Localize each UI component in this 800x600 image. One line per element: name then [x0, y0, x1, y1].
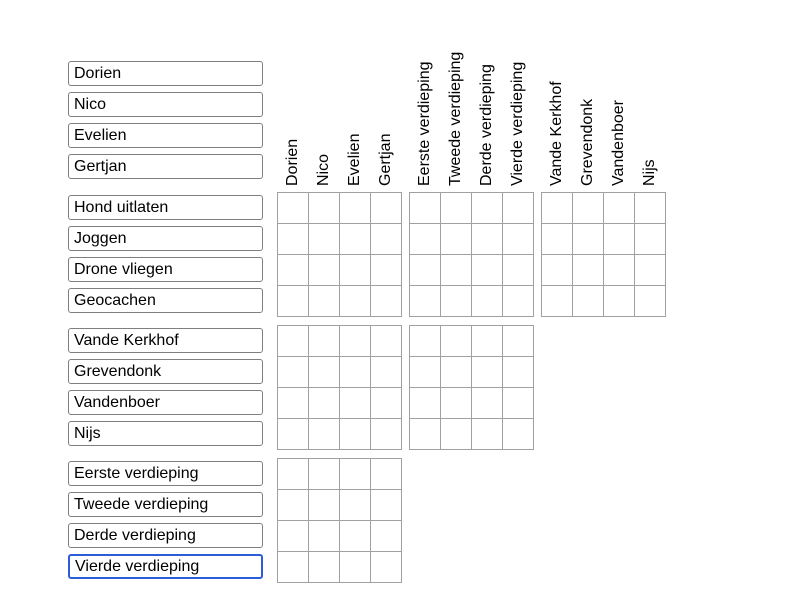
grid-cell[interactable] [371, 490, 402, 521]
grid-cell[interactable] [371, 193, 402, 224]
grid-cell[interactable] [441, 193, 472, 224]
grid-cell[interactable] [503, 357, 534, 388]
grid-cell[interactable] [635, 224, 666, 255]
grid-block-surnames-names [277, 325, 402, 450]
grid-cell[interactable] [371, 419, 402, 450]
grid-cell[interactable] [441, 326, 472, 357]
grid-cell[interactable] [503, 224, 534, 255]
grid-cell[interactable] [340, 255, 371, 286]
grid-cell[interactable] [441, 286, 472, 317]
grid-cell[interactable] [410, 357, 441, 388]
grid-cell[interactable] [309, 326, 340, 357]
grid-cell[interactable] [309, 552, 340, 583]
grid-cell[interactable] [472, 419, 503, 450]
grid-cell[interactable] [410, 388, 441, 419]
column-header-vandenboer: Vandenboer [610, 100, 627, 186]
grid-cell[interactable] [604, 286, 635, 317]
grid-cell[interactable] [635, 255, 666, 286]
grid-cell[interactable] [371, 326, 402, 357]
grid-cell[interactable] [371, 224, 402, 255]
grid-cell[interactable] [278, 459, 309, 490]
grid-cell[interactable] [340, 326, 371, 357]
grid-cell[interactable] [340, 224, 371, 255]
grid-cell[interactable] [371, 357, 402, 388]
row-label-input-gertjan[interactable] [68, 154, 263, 179]
grid-cell[interactable] [309, 255, 340, 286]
grid-cell[interactable] [309, 357, 340, 388]
column-header-eerste-verdieping: Eerste verdieping [416, 61, 433, 186]
row-label-input-drone-vliegen[interactable] [68, 257, 263, 282]
row-label-input-evelien[interactable] [68, 123, 263, 148]
grid-cell[interactable] [503, 255, 534, 286]
grid-cell[interactable] [278, 224, 309, 255]
grid-cell[interactable] [278, 490, 309, 521]
grid-cell[interactable] [371, 388, 402, 419]
row-label-input-grevendonk[interactable] [68, 359, 263, 384]
grid-cell[interactable] [410, 255, 441, 286]
grid-cell[interactable] [309, 388, 340, 419]
row-label-input-nijs[interactable] [68, 421, 263, 446]
column-header-vierde-verdieping: Vierde verdieping [509, 61, 526, 186]
grid-cell[interactable] [410, 286, 441, 317]
grid-cell[interactable] [410, 326, 441, 357]
grid-cell[interactable] [441, 357, 472, 388]
grid-cell[interactable] [441, 255, 472, 286]
grid-cell[interactable] [278, 326, 309, 357]
grid-cell[interactable] [309, 286, 340, 317]
grid-cell[interactable] [503, 388, 534, 419]
grid-cell[interactable] [371, 286, 402, 317]
row-label-input-vande-kerkhof[interactable] [68, 328, 263, 353]
grid-cell[interactable] [278, 357, 309, 388]
row-label-input-eerste-verdieping[interactable] [68, 461, 263, 486]
grid-cell[interactable] [340, 286, 371, 317]
column-header-dorien: Dorien [284, 138, 301, 186]
grid-cell[interactable] [441, 419, 472, 450]
grid-cell[interactable] [410, 193, 441, 224]
grid-cell[interactable] [309, 193, 340, 224]
column-header-grevendonk: Grevendonk [579, 98, 596, 186]
grid-cell[interactable] [542, 193, 573, 224]
grid-cell[interactable] [309, 224, 340, 255]
grid-cell[interactable] [340, 459, 371, 490]
grid-cell[interactable] [278, 255, 309, 286]
grid-cell[interactable] [278, 521, 309, 552]
grid-cell[interactable] [503, 193, 534, 224]
grid-cell[interactable] [573, 224, 604, 255]
grid-cell[interactable] [441, 388, 472, 419]
grid-cell[interactable] [472, 388, 503, 419]
grid-cell[interactable] [472, 326, 503, 357]
grid-cell[interactable] [278, 419, 309, 450]
grid-cell[interactable] [635, 286, 666, 317]
grid-cell[interactable] [278, 388, 309, 419]
grid-cell[interactable] [371, 552, 402, 583]
grid-cell[interactable] [371, 459, 402, 490]
grid-cell[interactable] [410, 224, 441, 255]
row-label-input-derde-verdieping[interactable] [68, 523, 263, 548]
grid-cell[interactable] [340, 552, 371, 583]
grid-cell[interactable] [309, 490, 340, 521]
grid-cell[interactable] [604, 255, 635, 286]
grid-cell[interactable] [635, 193, 666, 224]
grid-cell[interactable] [604, 224, 635, 255]
row-label-input-nico[interactable] [68, 92, 263, 117]
grid-cell[interactable] [503, 326, 534, 357]
grid-cell[interactable] [371, 255, 402, 286]
row-label-input-joggen[interactable] [68, 226, 263, 251]
grid-cell[interactable] [340, 521, 371, 552]
grid-cell[interactable] [278, 193, 309, 224]
grid-cell[interactable] [309, 419, 340, 450]
grid-cell[interactable] [340, 490, 371, 521]
grid-cell[interactable] [410, 419, 441, 450]
grid-cell[interactable] [573, 255, 604, 286]
grid-cell[interactable] [340, 193, 371, 224]
column-header-nico: Nico [315, 153, 332, 186]
grid-cell[interactable] [278, 286, 309, 317]
grid-cell[interactable] [340, 357, 371, 388]
grid-cell[interactable] [472, 255, 503, 286]
grid-cell[interactable] [573, 286, 604, 317]
column-header-nijs: Nijs [641, 159, 658, 186]
row-label-input-vierde-verdieping[interactable] [68, 554, 263, 579]
row-label-input-tweede-verdieping[interactable] [68, 492, 263, 517]
grid-cell[interactable] [340, 388, 371, 419]
grid-cell[interactable] [309, 521, 340, 552]
row-label-input-dorien[interactable] [68, 61, 263, 86]
grid-cell[interactable] [503, 286, 534, 317]
grid-block-floors-names [277, 458, 402, 583]
column-header-gertjan: Gertjan [377, 133, 394, 186]
grid-cell[interactable] [503, 419, 534, 450]
column-header-vande-kerkhof: Vande Kerkhof [548, 81, 565, 186]
grid-cell[interactable] [542, 224, 573, 255]
grid-cell[interactable] [542, 286, 573, 317]
row-label-input-vandenboer[interactable] [68, 390, 263, 415]
column-header-evelien: Evelien [346, 133, 363, 186]
grid-block-activities-surnames [541, 192, 666, 317]
grid-block-activities-names [277, 192, 402, 317]
grid-cell[interactable] [472, 357, 503, 388]
grid-cell[interactable] [573, 193, 604, 224]
grid-cell[interactable] [340, 419, 371, 450]
column-header-derde-verdieping: Derde verdieping [478, 64, 495, 186]
row-label-input-geocachen[interactable] [68, 288, 263, 313]
grid-block-activities-floors [409, 192, 534, 317]
column-header-tweede-verdieping: Tweede verdieping [447, 51, 464, 186]
grid-cell[interactable] [371, 521, 402, 552]
grid-cell[interactable] [604, 193, 635, 224]
grid-cell[interactable] [472, 286, 503, 317]
grid-cell[interactable] [472, 193, 503, 224]
grid-cell[interactable] [309, 459, 340, 490]
grid-cell[interactable] [472, 224, 503, 255]
grid-cell[interactable] [441, 224, 472, 255]
grid-block-surnames-floors [409, 325, 534, 450]
grid-cell[interactable] [542, 255, 573, 286]
grid-cell[interactable] [278, 552, 309, 583]
row-label-input-hond-uitlaten[interactable] [68, 195, 263, 220]
